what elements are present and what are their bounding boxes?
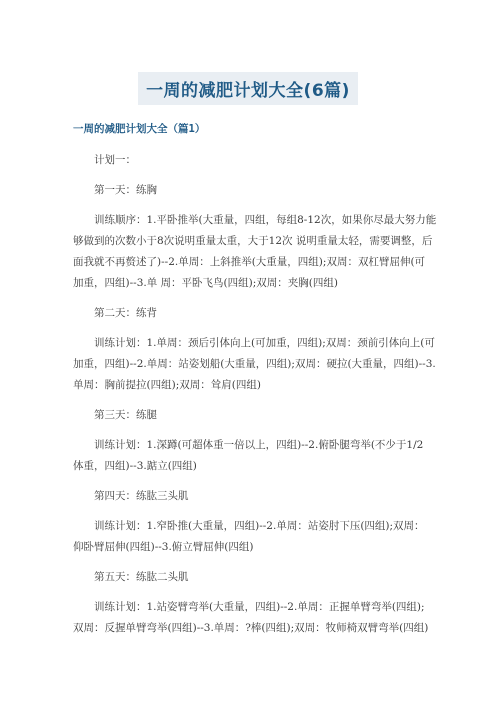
- day1-heading: 第一天：练胸: [94, 184, 157, 196]
- day5-heading: 第五天：练肱二头肌: [94, 571, 189, 583]
- document-body: [73, 150, 437, 648]
- day3-line: 体重，四组)--3.踮立(四组): [73, 460, 197, 472]
- day2-heading: 第二天：练背: [94, 307, 157, 319]
- day3-heading: 第三天：练腿: [94, 409, 157, 421]
- day1-line: 训练顺序：1.平卧推举(大重量，四组，每组8-12次，如果你尽最大努力能: [94, 214, 437, 226]
- day5-line: 训练计划：1.站姿臂弯举(大重量，四组)--2.单周：正握单臂弯举(四组);: [94, 601, 425, 613]
- day3-line: 训练计划：1.深蹲(可超体重一倍以上，四组)--2.俯卧腿弯举(不少于1/2: [94, 439, 424, 451]
- document-title: 一周的减肥计划大全(6篇): [138, 72, 358, 105]
- day2-paragraph: [73, 333, 436, 396]
- day2-line: 训练计划：1.单周：颈后引体向上(可加重，四组);双周：颈前引体向上(可: [94, 337, 435, 349]
- day4-line: 训练计划：1.窄卧推(大重量，四组)--2.单周：站姿肘下压(四组);双周：: [94, 520, 425, 532]
- plan-heading: 计划一：: [94, 154, 136, 166]
- day1-line: 够做到的次数小于8次说明重量太重，大于12次 说明重量太轻，需要调整，后: [73, 235, 433, 247]
- day3-paragraph: [73, 435, 425, 477]
- day1-paragraph: [73, 210, 437, 294]
- day4-line: 仰卧臂屈伸(四组)--3.俯立臂屈伸(四组): [73, 541, 254, 553]
- day2-line: 加重，四组)--2.单周：站姿划船(大重量，四组);双周：硬拉(大重量，四组)--3.: [73, 358, 436, 370]
- section-title: 一周的减肥计划大全（篇1）: [73, 123, 206, 135]
- day4-paragraph: [73, 516, 425, 558]
- day5-line: 双周：反握单臂弯举(四组)--3.单周：?棒(四组);双周：牧师椅双臂弯举(四组): [73, 622, 429, 634]
- day2-line: 单周：胸前提拉(四组);双周：耸肩(四组): [73, 379, 261, 391]
- day1-line: 面我就不再赘述了)--2.单周：上斜推举(大重量，四组);双周：双杠臂屈伸(可: [73, 256, 426, 268]
- title-wrapper: [0, 72, 496, 105]
- day5-paragraph: [73, 597, 429, 639]
- day1-line: 加重，四组)--3.单 周：平卧飞鸟(四组);双周：夹胸(四组): [73, 277, 338, 289]
- day4-heading: 第四天：练肱三头肌: [94, 490, 189, 502]
